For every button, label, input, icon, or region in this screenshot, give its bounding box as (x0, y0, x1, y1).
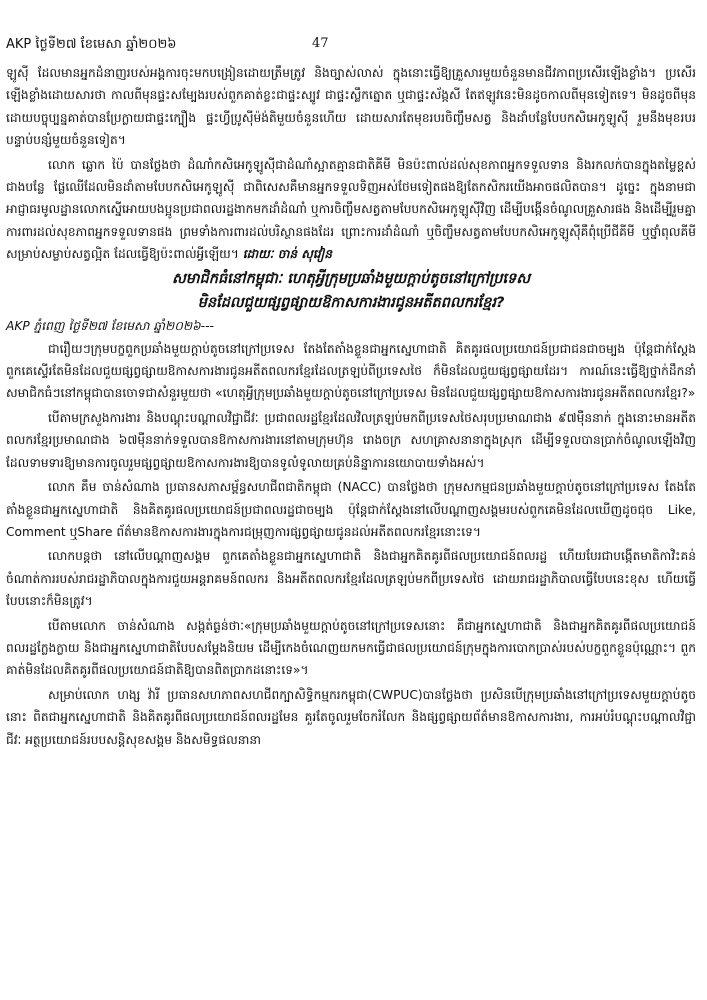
article-paragraph-2: បើតាមក្រសួងការងារ និងបណ្តុះបណ្តាលវិជ្ជាជីវៈ ប្រជាពលរដ្ឋខ្មែរដែលវិលត្រឡប់មកពីប្រទេសថៃសរុបប្រមាណជាង ៩៧ម៉ឺននាក់ ក្នុងនោះមានអតីតពលករខ្មែរប្រមាណជាង ៦៧ម៉ឺននាក់ទទួលបានឱកាសការងារនៅតាមក្រុមហ៊ុន រោងចក្រ សហគ្រាសនានាក្នុងស្រុក ដើម្បីទទួលបានប្រាក់ចំណូលឡើងវិញ ដែលទាមទារឱ្យមានការចូលរួមផ្សព្វផ្សាយឱកាសការងារឱ្យបានទូលំទូលាយគ្រប់និន្នាការនយោបាយទាំងអស់។ (6, 410, 696, 470)
page-header (6, 36, 696, 56)
article-paragraph-6: សម្រាប់លោក ហង្ស វ៉ារី ប្រធានសហភាពសហជីពក្បាសិទ្ធិកម្មករកម្ពុជា(CWPUC)បានថ្លែងថា ប្រសិនបើក្រុមប្រឆាំងនៅក្រៅប្រទេសមួយក្តាប់តូចនោះ ពិតជាអ្នកស្នេហាជាតិ និងគិតគូរពីផលប្រយោជន៍ពលរដ្ឋមែន គួរតែចូលរួមចែករំលែក និងផ្សព្វផ្សាយព័ត៌មានឱកាសការងារ, ការអប់រំបណ្តុះបណ្តាលវិជ្ជាជីវៈ អត្ថប្រយោជន៍របបសន្តិសុខសង្គម និងសមិទ្ធផលនានា (6, 687, 696, 747)
continuation-paragraph-2-text: លោក ឆ្លោក ប៉ៃ បានថ្លែងថា ដំណាំកសិអេកូឡូស៊ីជាដំណាំស្អាតគ្មានជាតិគីមី មិនប៉ះពាល់ដល់សុខភាពអ្នកទទួលទាន និងរកលក់បានក្នុងតម្លៃខ្ពស់ជាងបន្លែ ផ្លែឈើដែលមិនដាំតាមបែបកសិអេកូឡូស៊ី ជាពិសេសគឺមានអ្នកទទួលទិញអស់ថែមទៀតផងឱ្យតែកសិករយើងអាចផលិតបាន។ ដូច្នេះ ក្នុងនាមជាអាជ្ញាធរមូលដ្ឋានលោកស្នើអោយបងប្អូនប្រជាពលរដ្ឋងាកមកដាំដំណាំ ឬការចិញ្ចឹមសត្វតាមបែបកសិអេកូឡូស៊ីវិញ ដើម្បីបង្កើនចំណូលគ្រួសារផង និងដើម្បីរួមគ្នាការពារដល់សុខភាពអ្នកទទួលទានផង ព្រមទាំងការពារដល់បរិស្ថានផងដែរ ព្រោះការដាំដំណាំ ឬចិញ្ចឹមសត្វតាមបែបកសិអេកូឡូស៊ីគឺពុំប្រើជីគីមី ឬថ្នាំពុលគីមីសម្រាប់សម្លាប់សត្វល្អិត ដែលធ្វើឱ្យប៉ះពាល់អ្វីឡើយ។ (6, 157, 696, 262)
page-body (6, 62, 696, 753)
article-title-line-2: មិនដែលជួយផ្សព្វផ្សាយឱកាសការងារជូនអតីតពលករខ្មែរ? (197, 294, 505, 311)
article-byline: ដោយៈ ចាន់ សុវៀន (242, 247, 333, 262)
article-paragraph-1: ជារឿយៗក្រុមបក្ខពួកប្រឆាំងមួយក្តាប់តូចនៅក្រៅប្រទេស តែងតែតាំងខ្លួនជាអ្នកស្នេហាជាតិ គិតគូរផលប្រយោជន៍ប្រជាជនជាចម្បង ប៉ុន្តែជាក់ស្តែងពួកគេស្ទើរតែមិនដែលជួយផ្សព្វផ្សាយឱកាសការងារជូនអតីតពលករខ្មែរដែលត្រឡប់ពីប្រទេសថៃ ក៏មិនដែលជួយផ្សព្វផ្សាយដែរ។ ការណ៍នេះធ្វើឱ្យថ្នាក់ដឹកនាំសមាជិកធំៗនៅកម្ពុជាបានចោទជាសំនួរមួយថា «ហេតុអ្វីក្រុមប្រឆាំងមួយក្តាប់តូចនៅក្រៅប្រទេស មិនដែលជួយផ្សព្វផ្សាយឱកាសការងារជូនអតីតពលករខ្មែរ?» (6, 341, 696, 401)
article-paragraph-3: លោក គឹម ចាន់សំណាង ប្រធានសភាសម្ព័ន្ធសហជីពជាតិកម្ពុជា (NACC) បានថ្លែងថា ក្រុមសកម្មជនប្រឆាំងមួយក្តាប់តូចនៅក្រៅប្រទេស តែងតែតាំងខ្លួនជាអ្នកស្នេហាជាតិ និងគិតគូរផលប្រយោជន៍ប្រជាពលរដ្ឋជាចម្បង ប៉ុន្តែជាក់ស្តែងនៅលើបណ្តាញសង្គមរបស់ពួកគេមិនដែលឃើញដូចជុច Like, Comment ឬShare ព័ត៌មានឱកាសការងារក្នុងការជម្រុញការផ្សព្វផ្សាយជូនដល់អតីតពលករខ្មែរនោះទេ។ (6, 480, 696, 539)
article-title-line-1: សមាជិកធំនៅកម្ពុជាៈ ហេតុអ្វីក្រុមប្រឆាំងមួយក្តាប់តូចនៅក្រៅប្រទេស (171, 270, 531, 287)
page-number: 47 (312, 36, 329, 51)
article-paragraph-4: លោកបន្តថា នៅលើបណ្តាញសង្គម ពួកគេតាំងខ្លួនជាអ្នកស្នេហាជាតិ និងជាអ្នកគិតគូរពីផលប្រយោជន៍ពលរដ្ឋ ហើយបែរជាបង្កើតមាតិកាវិះគន់ចំណាត់ការរបស់រាជរដ្ឋាភិបាលក្នុងការជួយអន្តរាគមន៍ពលករ និងអតីតពលករខ្មែរដែលត្រឡប់មកពីប្រទេសថៃ ដោយរាជរដ្ឋាភិបាលធ្វើបែបនេះខុស ហើយធ្វើបែបនោះក៏មិនត្រូវ។ (6, 549, 696, 609)
article-paragraph-5: បើតាមលោក ចាន់សំណាង សង្កត់ធ្ងន់ថាៈ«ក្រុមប្រឆាំងមួយក្តាប់តូចនៅក្រៅប្រទេសនោះ គឺជាអ្នកស្នេហាជាតិ និងជាអ្នកគិតគូរពីផលប្រយោជន៍ពលរដ្ឋក្លែងក្លាយ និងជាអ្នកស្នេហាជាតិបែបសម្តែងនិយម ដើម្បីកេងចំណេញយកមកធ្វើជាផលប្រយោជន៍ក្រុមក្នុងការបោកប្រាស់របស់បក្ខពួកខ្លួនប៉ុណ្ណោះ។ ពួកគាត់មិនដែលគិតគូរពីផលប្រយោជន៍ជាតិឱ្យបានពិតប្រាកដនោះទេ»។ (6, 618, 696, 678)
continuation-paragraph-2 (6, 154, 696, 266)
header-publication-date: AKP ថ្ងៃទី២៧ ខែមេសា ឆ្នាំ២០២៦ (6, 37, 177, 52)
continuation-paragraph-1: ឡូស៊ី ដែលមានអ្នកដំនាញរបស់អង្គការចុះមកបង្រៀនដោយត្រឹមត្រូវ និងច្បាស់លាស់ ក្នុងនោះធ្វើឱ្យគ្រួសារមួយចំនួនមានជីវភាពប្រសើរឡើងខ្លាំង។ ប្រសើរឡើងខ្លាំងដោយសារថា កាលពីមុនផ្ទះសម្បែងរបស់ពួកគាត់ខ្លះជាផ្ទះស្បូវ ជាផ្ទះស្លឹកត្នោត ឬជាផ្ទះស័ង្កសី តែឥឡូវនេះមិនដូចកាលពីមុនទៀតទេ។ មិនដូចពីមុនដោយបច្ចុប្បន្នគាត់បានប្រែក្លាយជាផ្ទះក្បឿង ផ្ទះហ្វីប្រូស៊ីម៉ង់តិមួយចំនួនហើយ ដោយសារតែមុខរបរចិញ្ចឹមសត្វ និងដាំបន្លែបែបកសិអេកូឡូស៊ី រួមនឹងមុខរបរបន្ទាប់បន្សំមួយចំនួនទៀត។ (6, 66, 696, 148)
article-dateline: AKP ភ្នំពេញ ថ្ងៃទី២៧ ខែមេសា ឆ្នាំ២០២៦--- (6, 318, 214, 333)
